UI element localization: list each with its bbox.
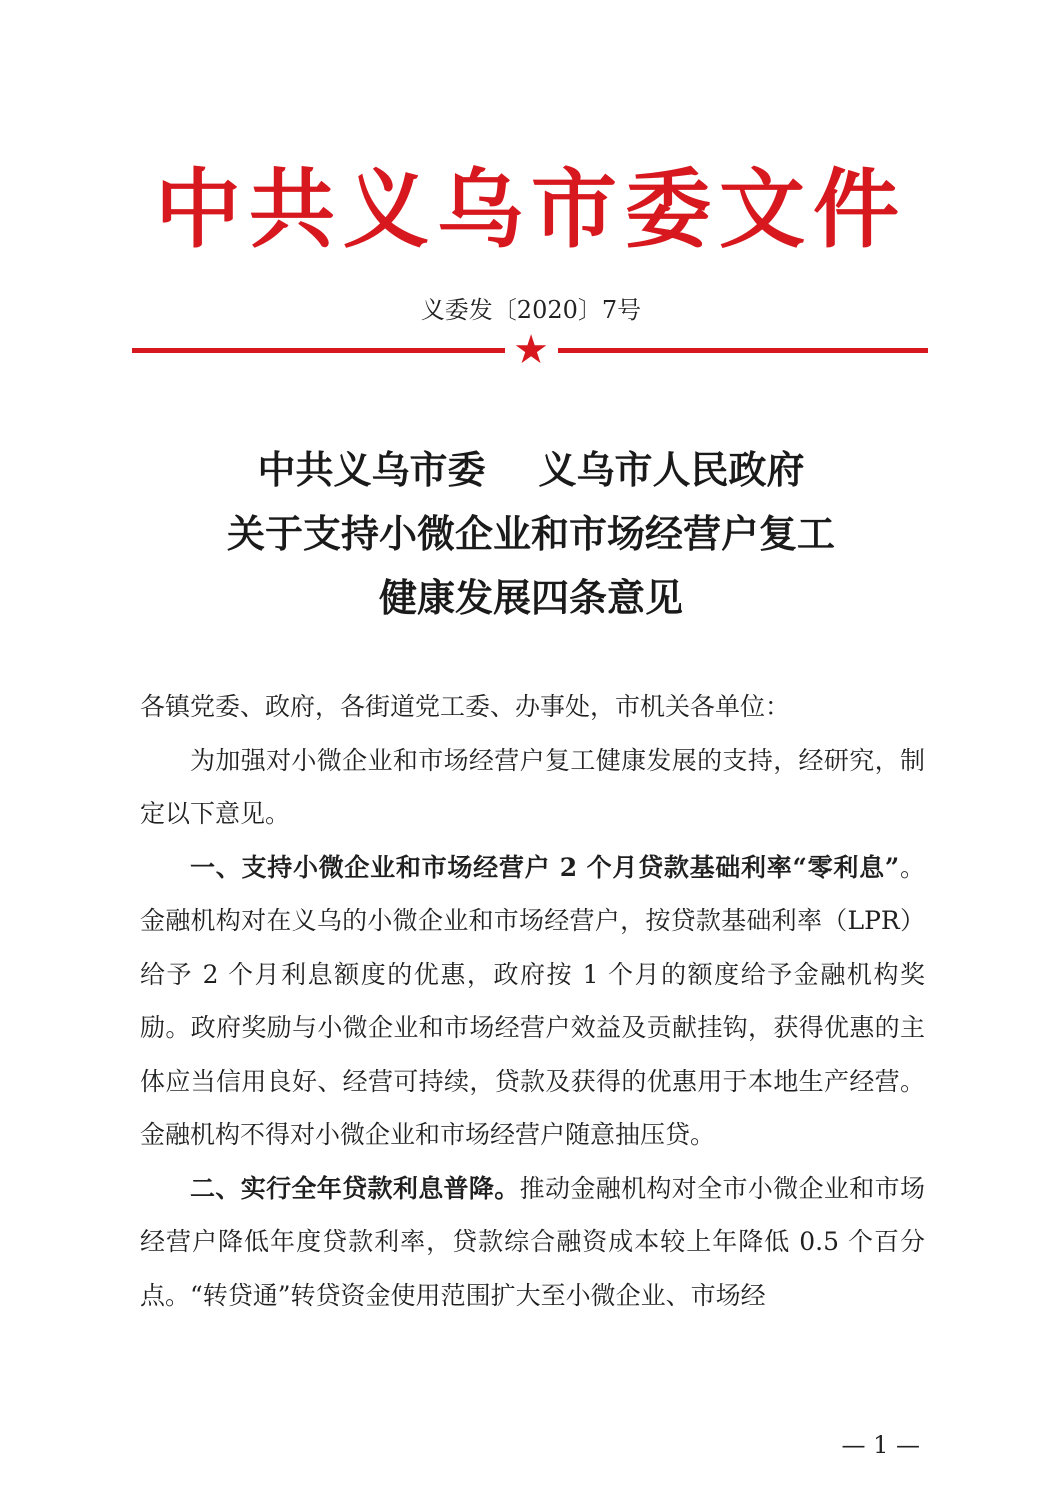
document-body [140, 680, 925, 1322]
page-number: — 1 — [841, 1431, 920, 1459]
document-title [0, 438, 1062, 630]
item-2-paragraph [140, 1162, 925, 1323]
item-1-heading: 一、支持小微企业和市场经营户 2 个月贷款基础利率“零利息” [190, 852, 900, 882]
item-2-heading: 二、实行全年贷款利息普降。 [190, 1173, 520, 1203]
red-rule-right [558, 348, 928, 353]
title-line-3: 健康发展四条意见 [378, 575, 683, 620]
red-rule-left [132, 348, 505, 353]
title-line-1: 中共义乌市委 义乌市人民政府 [257, 447, 805, 492]
intro-paragraph: 为加强对小微企业和市场经营户复工健康发展的支持，经研究，制定以下意见。 [140, 745, 925, 828]
item-2-text: 推动金融机构对全市小微企业和市场经营户降低年度贷款利率，贷款综合融资成本较上年降低 0.5 个百分点。“转贷通”转贷资金使用范围扩大至小微企业、市场经 [140, 1173, 925, 1310]
title-line-2: 关于支持小微企业和市场经营户复工 [226, 511, 835, 556]
item-1-text: 。金融机构对在义乌的小微企业和市场经营户，按贷款基础利率（LPR）给予 2 个月利息额度的优惠，政府按 1 个月的额度给予金融机构奖励。政府奖励与小微企业和市场经营户效益及贡献挂钩，获得优惠的主体应当信用良好、经营可持续，贷款及获得的优惠用于本地生产经营。金融机构不得对小微企业和市场经营户随意抽压贷。 [140, 852, 925, 1149]
item-1-paragraph [140, 841, 925, 1162]
red-star-icon: ★ [513, 327, 549, 373]
masthead-title: 中共义乌市委文件 [155, 160, 907, 260]
addressee: 各镇党委、政府，各街道党工委、办事处，市机关各单位： [140, 692, 791, 721]
document-number: 义委发〔2020〕7号 [420, 296, 642, 324]
